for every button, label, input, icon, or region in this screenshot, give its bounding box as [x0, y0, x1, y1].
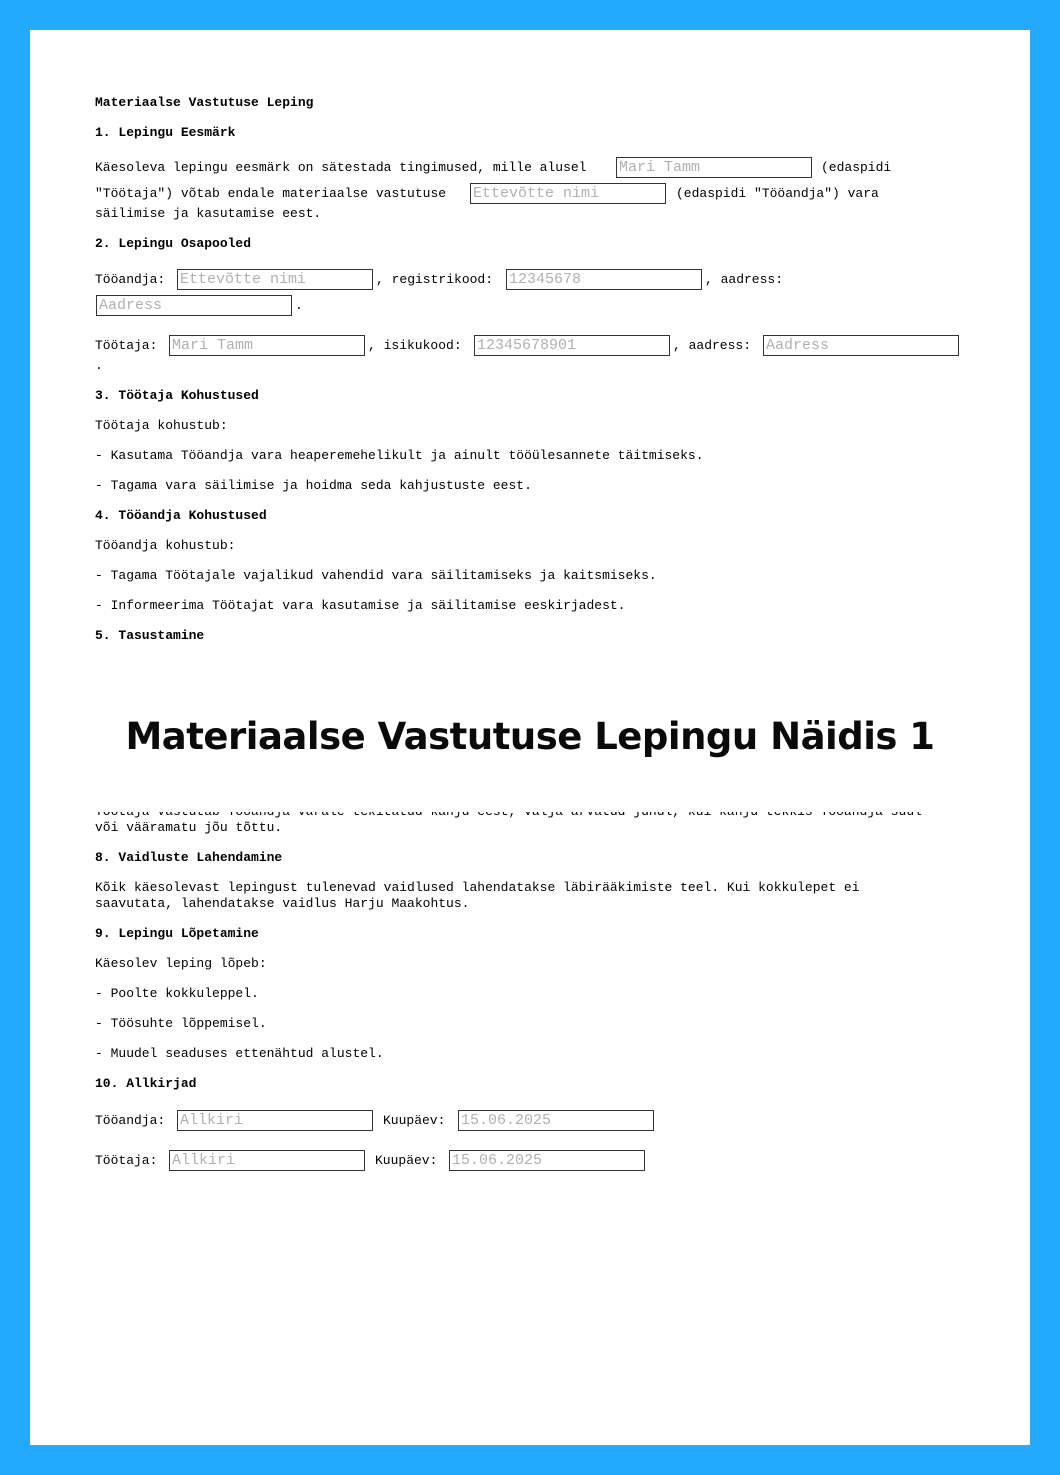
company-name-field[interactable]: Ettevõtte nimi	[470, 183, 666, 204]
worker-address-dot: .	[95, 358, 103, 373]
s7-line-2: või vääramatu jõu tõttu.	[95, 820, 283, 835]
idcode-label: , isikukood:	[368, 338, 462, 353]
s1-text-2: (edaspidi	[821, 160, 892, 175]
employer-date-label: Kuupäev:	[383, 1113, 446, 1128]
sign-employer-label: Tööandja:	[95, 1113, 166, 1128]
section-9-heading: 9. Lepingu Lõpetamine	[95, 926, 259, 941]
employer-address-dot: .	[295, 298, 303, 313]
employer-address-field[interactable]: Aadress	[96, 295, 292, 316]
worker-label: Töötaja:	[95, 338, 158, 353]
employer-name-field[interactable]: Ettevõtte nimi	[177, 269, 373, 290]
s1-text-3: "Töötaja") võtab endale materiaalse vastutuse	[95, 186, 447, 201]
s1-text-4: (edaspidi "Tööandja") vara	[676, 186, 879, 201]
worker-date-field[interactable]: 15.06.2025	[449, 1150, 645, 1171]
s4-intro: Tööandja kohustub:	[95, 538, 236, 553]
worker-address-label: , aadress:	[673, 338, 752, 353]
worker-name-field[interactable]: Mari Tamm	[616, 157, 812, 178]
section-8-heading: 8. Vaidluste Lahendamine	[95, 850, 283, 865]
s9-item-1: - Poolte kokkuleppel.	[95, 986, 259, 1001]
worker-signature-field[interactable]: Allkiri	[169, 1150, 365, 1171]
employer-signature-field[interactable]: Allkiri	[177, 1110, 373, 1131]
s1-text-5: säilimise ja kasutamise eest.	[95, 206, 322, 221]
worker-name-field-2[interactable]: Mari Tamm	[169, 335, 365, 356]
section-3-heading: 3. Töötaja Kohustused	[95, 388, 259, 403]
s8-line-2: saavutata, lahendatakse vaidlus Harju Maakohtus.	[95, 896, 470, 911]
s4-item-1: - Tagama Töötajale vajalikud vahendid vara säilitamiseks ja kaitsmiseks.	[95, 568, 657, 583]
s9-item-2: - Töösuhte lõppemisel.	[95, 1016, 267, 1031]
section-1-heading: 1. Lepingu Eesmärk	[95, 125, 236, 140]
section-5-heading: 5. Tasustamine	[95, 628, 205, 643]
employer-address-label: , aadress:	[705, 272, 784, 287]
employer-label: Tööandja:	[95, 272, 166, 287]
section-4-heading: 4. Tööandja Kohustused	[95, 508, 267, 523]
s3-item-2: - Tagama vara säilimise ja hoidma seda kahjustuste eest.	[95, 478, 532, 493]
idcode-field[interactable]: 12345678901	[474, 335, 670, 356]
section-2-heading: 2. Lepingu Osapooled	[95, 236, 252, 251]
regcode-label: , registrikood:	[376, 272, 494, 287]
worker-date-label: Kuupäev:	[375, 1153, 438, 1168]
sign-worker-label: Töötaja:	[95, 1153, 158, 1168]
s9-intro: Käesolev leping lõpeb:	[95, 956, 267, 971]
s3-intro: Töötaja kohustub:	[95, 418, 228, 433]
s4-item-2: - Informeerima Töötajat vara kasutamise ja säilitamise eeskirjadest.	[95, 598, 626, 613]
banner-title: Materiaalse Vastutuse Lepingu Näidis 1	[125, 714, 935, 758]
employer-date-field[interactable]: 15.06.2025	[458, 1110, 654, 1131]
s3-item-1: - Kasutama Tööandja vara heaperemehelikult ja ainult tööülesannete täitmiseks.	[95, 448, 704, 463]
regcode-field[interactable]: 12345678	[506, 269, 702, 290]
s8-line-1: Kõik käesolevast lepingust tulenevad vaidlused lahendatakse läbirääkimiste teel. Kui kokkulepet ei	[95, 880, 860, 895]
worker-address-field[interactable]: Aadress	[763, 335, 959, 356]
document-page	[30, 30, 1030, 1445]
section-10-heading: 10. Allkirjad	[95, 1076, 197, 1091]
s9-item-3: - Muudel seaduses ettenähtud alustel.	[95, 1046, 384, 1061]
s1-text-1: Käesoleva lepingu eesmärk on sätestada tingimused, mille alusel	[95, 160, 587, 175]
title-banner	[30, 660, 1030, 812]
document-title: Materiaalse Vastutuse Leping	[95, 95, 314, 110]
